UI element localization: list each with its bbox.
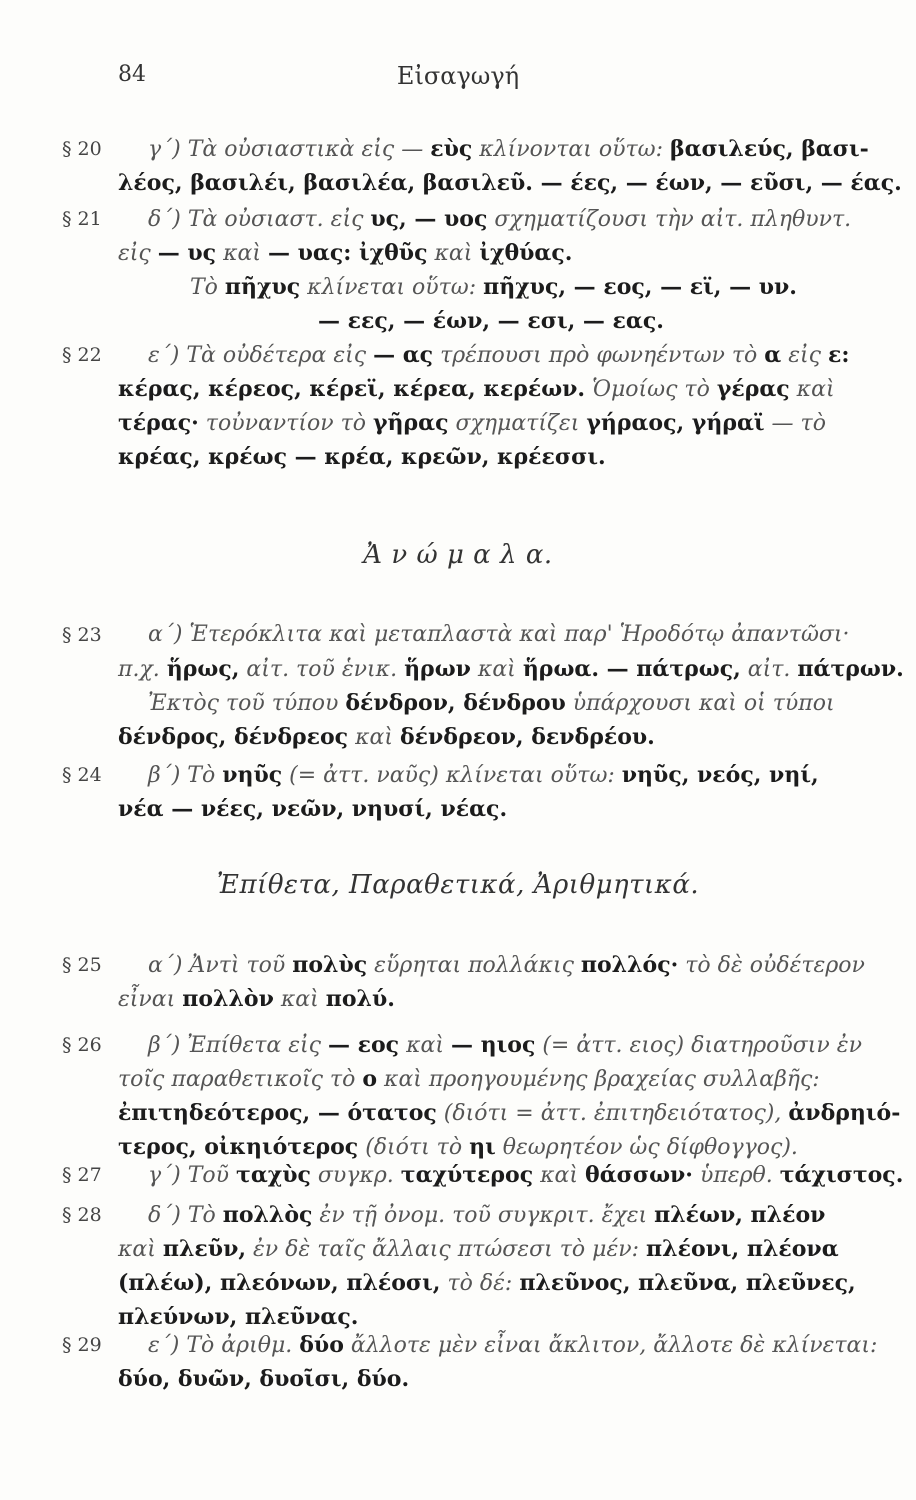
text-line [148,1160,916,1191]
text-line [118,1302,888,1333]
bold-form: βασιλεύς, βασι- [670,136,869,162]
bold-form: ηι [469,1134,496,1160]
bold-form: δύο [299,1332,344,1358]
bold-form: ἥρως, [166,656,240,682]
bold-form: γέρας [716,376,790,402]
italic-text: (διότι = ἀττ. ἐπιτηδειότατος), [436,1101,789,1126]
bold-form: πολλὸν [182,986,274,1012]
italic-text: ὑπάρχουσι καὶ οἱ τύποι [565,691,835,716]
text-line [148,340,916,371]
italic-text: εἶναι [118,987,183,1012]
page-header [0,62,916,102]
text-line [118,1268,888,1299]
bold-form: — υας: ἰχθῦς [267,240,428,266]
text-line [118,722,888,753]
text-line [148,620,916,650]
paragraph-number: § 22 [62,344,102,366]
italic-text: (= ἀττ. ναῦς) κλίνεται οὕτω: [282,763,622,788]
bold-form: πλέονι, πλέονα [646,1236,839,1262]
bold-form: ἀνδρηιό- [788,1100,901,1126]
bold-form: δύο, δυῶν, δυοῖσι, δύο. [118,1366,410,1392]
section-heading: Ἐπίθετα, Παραθετικά, Ἀριθμητικά. [216,870,700,900]
italic-text: θεωρητέον ὡς δίφθογγος). [495,1135,798,1160]
paragraph-number: § 28 [62,1204,102,1226]
italic-text: — τὸ [764,411,826,436]
italic-text: τρέπουσι πρὸ φωνηέντων τὸ [433,343,765,368]
italic-text: τὸ δέ: [440,1271,520,1296]
text-line [118,1364,888,1395]
italic-text: ε΄) Τὸ ἀριθμ. [148,1333,300,1358]
text-line [118,1064,888,1095]
paragraph-number: § 29 [62,1334,102,1356]
text-line [118,1234,888,1265]
paragraph-number: § 25 [62,954,102,976]
italic-text: ὑπερθ. [692,1163,780,1188]
text-line [118,1132,888,1163]
italic-text: καὶ [399,1033,451,1058]
italic-text: δ΄) Τὰ οὐσιαστ. εἰς [148,207,371,232]
italic-text: δ΄) Τὸ [148,1203,223,1228]
bold-form: πάτρων. [797,656,904,682]
text-line [118,408,888,439]
bold-form: πολλὸς [222,1202,313,1228]
bold-form: ἰχθύας. [479,240,573,266]
text-line [118,374,888,405]
text-line [148,1030,916,1061]
italic-text: τοὐναντίον τὸ [198,411,374,436]
bold-form: πῆχυς [224,274,301,300]
italic-text: α΄) Ἑτερόκλιτα καὶ μεταπλαστὰ καὶ παρ' Ἡροδότῳ ἀπαντῶσι· [148,622,850,647]
bold-form: — εος [327,1032,400,1058]
text-line [118,1098,901,1129]
italic-text: εἰς [118,241,158,266]
bold-form: πολλός· [580,952,679,978]
italic-text: αἰτ. τοῦ ἑνικ. [239,657,405,682]
bold-form: τερος, οἰκηιότερος [118,1134,359,1160]
text-line [118,794,888,825]
bold-form: ταχύτερος [400,1162,534,1188]
bold-form: τάχιστος. [779,1162,904,1188]
bold-form: ἐπιτηδεότερος, — ότατος [118,1100,437,1126]
bold-form: κέρας, κέρεος, κέρεϊ, κέρεα, κερέων. [118,376,586,402]
italic-text: συγκρ. [310,1163,401,1188]
bold-form: δένδρεον, δενδρέου. [399,724,655,750]
italic-text: σχηματίζει [448,411,587,436]
paragraph-number: § 27 [62,1164,102,1186]
italic-text: καὶ [118,1237,163,1262]
italic-text: Ὁμοίως τὸ [585,377,717,402]
bold-form: δένδρος, δένδρεος [118,724,349,750]
paragraph-number: § 21 [62,208,102,230]
bold-form: νηῦς, νεός, νηί, [621,762,819,788]
text-line [118,168,902,199]
bold-form: πλεῦνος, πλεῦνα, πλεῦνες, [519,1270,856,1296]
bold-form: (πλέω), πλεόνων, πλέοσι, [118,1270,441,1296]
italic-text: καὶ [470,657,523,682]
text-line [118,984,888,1015]
section-heading: Ἀ ν ώ μ α λ α. [363,540,553,570]
bold-form: τέρας· [118,410,199,436]
bold-form: λέος, βασιλέι, βασιλέα, βασιλεῦ. — έες, — έων, — εῦσι, — έας. [118,170,902,196]
italic-text: καὶ [348,725,400,750]
italic-text: αἰτ. [740,657,798,682]
bold-form: ταχὺς [236,1162,311,1188]
bold-form: εὺς [430,136,473,162]
italic-text: εὕρηται πολλάκις [367,953,581,978]
bold-form: νηῦς [222,762,283,788]
italic-text: καὶ [273,987,326,1012]
bold-form: γῆρας [373,410,449,436]
text-line [148,688,916,719]
text-line [148,204,916,235]
italic-text: π.χ. [118,657,167,682]
bold-form: α [764,342,782,368]
bold-form: κρέας, κρέως — κρέα, κρεῶν, κρέεσσι. [118,444,606,470]
italic-text: γ΄) Τὰ οὐσιαστικὰ εἰς — [148,137,431,162]
bold-form: πολύ. [325,986,395,1012]
italic-text: α΄) Ἀντὶ τοῦ [148,953,293,978]
text-line [118,654,904,685]
paragraph-number: § 23 [62,624,102,646]
italic-text: κλίνεται οὕτω: [300,275,484,300]
italic-text: κλίνονται οὕτω: [472,137,671,162]
text-line [118,442,888,473]
bold-form: — ηιος [450,1032,536,1058]
bold-form: πολὺς [292,952,368,978]
paragraph-number: § 20 [62,138,102,160]
text-line [148,1200,916,1231]
italic-text: τὸ δὲ οὐδέτερον [678,953,865,978]
paragraph-number: § 26 [62,1034,102,1056]
bold-form: πλεύνων, πλεῦνας. [118,1304,359,1330]
bold-form: νέα — νέες, νεῶν, νηυσί, νέας. [118,796,508,822]
bold-form: θάσσων· [585,1162,693,1188]
italic-text: ἐν δὲ ταῖς ἄλλαις πτώσεσι τὸ μέν: [246,1237,647,1262]
text-line [148,1330,916,1361]
italic-text: (= ἀττ. ειος) διατηροῦσιν ἐν [535,1033,862,1058]
italic-text: εἰς [781,343,828,368]
paragraph-number: § 24 [62,764,102,786]
bold-form: ο [362,1066,378,1092]
italic-text: ἐν τῇ ὀνομ. τοῦ συγκριτ. ἔχει [312,1203,655,1228]
italic-text: σχηματίζουσι τὴν αἰτ. πληθυντ. [487,207,852,232]
text-line [318,306,916,337]
bold-form: — εες, — έων, — εσι, — εας. [318,308,664,334]
italic-text: καὶ [533,1163,586,1188]
bold-form: δένδρον, δένδρου [345,690,566,716]
bold-form: πῆχυς, — εος, — εϊ, — υν. [483,274,797,300]
page-number: 84 [118,62,146,87]
bold-form: ε: [827,342,850,368]
italic-text: καὶ [789,377,835,402]
text-line [148,134,916,165]
text-line [148,760,916,791]
bold-form: ἥρωα. — πάτρως, [522,656,741,682]
italic-text: (διότι τὸ [358,1135,470,1160]
italic-text: καὶ [427,241,480,266]
bold-form: υς, — υος [370,206,488,232]
italic-text: β΄) Τὸ [148,763,223,788]
italic-text: γ΄) Τοῦ [148,1163,237,1188]
running-title: Εἰσαγωγή [396,62,520,90]
italic-text: καὶ [216,241,268,266]
text-line [148,950,916,981]
italic-text: ἄλλοτε μὲν εἶναι ἄκλιτον, ἄλλοτε δὲ κλίνεται: [343,1333,878,1358]
italic-text: Τὸ [190,275,225,300]
bold-form: ἥρων [404,656,471,682]
italic-text: Ἐκτὸς τοῦ τύπου [148,691,346,716]
italic-text: β΄) Ἐπίθετα εἰς [148,1033,328,1058]
text-line [190,272,916,303]
italic-text: τοῖς παραθετικοῖς τὸ [118,1067,363,1092]
bold-form: γήραος, γήραϊ [586,410,765,436]
bold-form: — υς [157,240,217,266]
italic-text: καὶ προηγουμένης βραχείας συλλαβῆς: [377,1067,820,1092]
bold-form: πλεῦν, [162,1236,246,1262]
bold-form: πλέων, πλέον [654,1202,826,1228]
italic-text: ε΄) Τὰ οὐδέτερα εἰς [148,343,374,368]
text-line [118,238,888,269]
bold-form: — ας [373,342,434,368]
